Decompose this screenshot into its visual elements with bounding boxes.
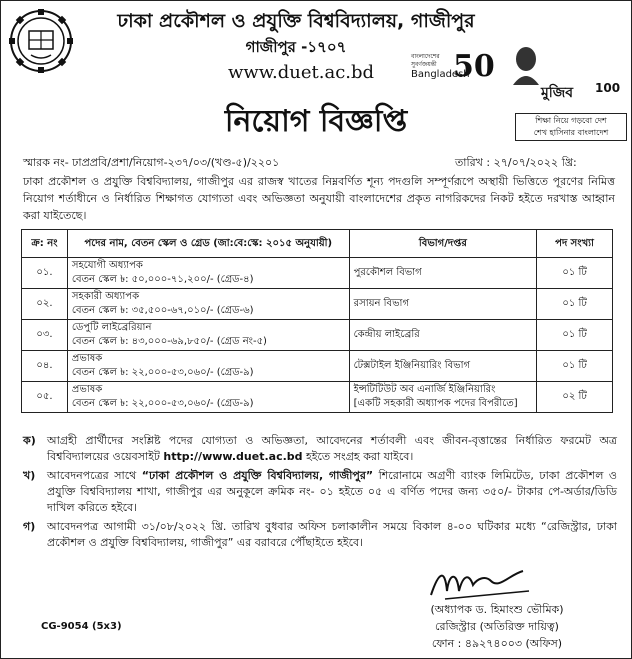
post-pay: বেতন স্কেল ৳: ৫০,০০০-৭১,২০০/- (গ্রেড-৪) xyxy=(71,274,254,285)
table-row xyxy=(22,289,613,320)
post-name: প্রভাষক xyxy=(71,353,103,364)
note-mark: খ) xyxy=(23,469,36,482)
university-logo xyxy=(9,9,73,73)
portrait-icon xyxy=(511,45,541,85)
row-count: ০১ টি xyxy=(537,289,613,320)
signer-name: (অধ্যাপক ড. হিমাংশু ভৌমিক) xyxy=(430,603,564,616)
note-mark: ক) xyxy=(23,434,36,447)
post-name: প্রভাষক xyxy=(71,384,103,395)
note-mark: গ) xyxy=(23,520,36,533)
row-dept: পুরকৌশল বিভাগ xyxy=(349,258,537,289)
row-sl: ০৩. xyxy=(22,320,68,351)
jubilee-word: Bangladesh xyxy=(411,69,470,80)
note-item xyxy=(21,468,617,516)
row-dept: টেক্সটাইল ইঞ্জিনিয়ারিং বিভাগ xyxy=(349,351,537,382)
header-count: পদ সংখ্যা xyxy=(537,230,613,258)
post-pay: বেতন স্কেল ৳: ৪৩,০০০-৬৯,৮৫০/- (গ্রেড নং-৫) xyxy=(71,336,267,347)
row-sl: ০১. xyxy=(22,258,68,289)
dept-name: ইন্সটিটিউট অব এনার্জি ইঞ্জিনিয়ারিং xyxy=(353,384,496,395)
notice-title: নিয়োগ বিজ্ঞপ্তি xyxy=(224,104,408,139)
slogan-line2: শেখ হাসিনার বাংলাদেশ xyxy=(533,128,609,137)
table-row xyxy=(22,320,613,351)
website-link[interactable]: http://www.duet.ac.bd xyxy=(163,450,303,463)
header xyxy=(1,1,632,101)
table-row xyxy=(22,382,613,413)
signature xyxy=(425,561,535,605)
advertisement-code: CG-9054 (5x3) xyxy=(41,621,122,632)
note-item xyxy=(21,519,617,551)
university-website: www.duet.ac.bd xyxy=(227,62,375,83)
note-bold-text: “ঢাকা প্রকৌশল ও প্রযুক্তি বিশ্ববিদ্যালয়, গাজীপুর” xyxy=(141,469,374,482)
slogan-line1: শিক্ষা নিয়ে গড়বো দেশ xyxy=(535,116,607,125)
signer-title: রেজিস্ট্রার (অতিরিক্ত দায়িত্ব) xyxy=(435,620,559,633)
signer-block xyxy=(397,601,597,652)
table-row xyxy=(22,351,613,382)
header-sl: ক্র: নং xyxy=(22,230,68,258)
jubilee-number: 50 xyxy=(453,49,495,84)
note-text-a: আগ্রহী প্রার্থীদের সংশ্লিষ্ট পদের যোগ্যতা ও অভিজ্ঞতা, আবেদনের শর্তাবলী এবং জীবন-বৃত্তান্তের নির্ধারিত ফরমেট অত্র বিশ্ববিদ্যালয়ের ওয়েবসাইট xyxy=(47,434,617,463)
jubilee-small-text: বাংলাদেশের সুবর্ণজয়ন্তী xyxy=(411,53,440,68)
university-city: গাজীপুর -১৭০৭ xyxy=(245,38,347,56)
row-post xyxy=(67,351,349,382)
mujib-borsho-logo xyxy=(511,45,627,107)
university-name: ঢাকা প্রকৌশল ও প্রযুক্তি বিশ্ববিদ্যালয়, গাজীপুর xyxy=(117,10,475,32)
dept-note: [একটি সহকারী অধ্যাপক পদের বিপরীতে] xyxy=(353,398,518,409)
post-name: সহযোগী অধ্যাপক xyxy=(71,260,143,271)
post-name: ডেপুটি লাইব্রেরিয়ান xyxy=(71,322,152,333)
golden-jubilee-logo xyxy=(411,47,497,95)
row-sl: ০৫. xyxy=(22,382,68,413)
post-pay: বেতন স্কেল ৳: ৩৫,৫০০-৬৭,০১০/- (গ্রেড-৬) xyxy=(71,305,254,316)
row-post xyxy=(67,320,349,351)
note-text-b: হইতে সংগ্রহ করা যাইবে। xyxy=(306,450,414,463)
memo-number: স্মারক নং- ঢাপ্রপ্রবি/প্রশা/নিয়োগ-২৩৭/০৩/(খণ্ড-৫)/২২০১ xyxy=(23,156,280,169)
mujib-word: মুজিব xyxy=(541,85,574,101)
notes-list xyxy=(21,433,617,554)
row-post xyxy=(67,289,349,320)
intro-paragraph: ঢাকা প্রকৌশল ও প্রযুক্তি বিশ্ববিদ্যালয়, গাজীপুর এর রাজস্ব খাতের নিম্নবর্ণিত শূন্য পদগুলি সম্পূর্ণরূপে অস্থায়ী ভিত্তিতে পূরণের নিমিত্ত নিয়োগ শর্তাধীনে ও নির্ধারিত শিক্ষাগত যোগ্যতা এবং অভিজ্ঞতা অনুযায়ী বাংলাদেশের প্রকৃত নাগরিকদের নিকট হইতে দরখাস্ত আহ্বান করা যাইতেছে। xyxy=(23,175,615,222)
note-text-a: আবেদনপত্রের সাথে xyxy=(47,469,137,482)
note-item xyxy=(21,433,617,465)
header-dept: বিভাগ/দপ্তর xyxy=(349,230,537,258)
row-count: ০২ টি xyxy=(537,382,613,413)
notice-date: তারিখ : ২৭/০৭/২০২২ খ্রি: xyxy=(455,156,577,169)
row-post xyxy=(67,258,349,289)
row-dept xyxy=(349,382,537,413)
table-header-row xyxy=(22,230,613,258)
row-count: ০১ টি xyxy=(537,320,613,351)
header-post: পদের নাম, বেতন স্কেল ও গ্রেড (জা:বে:স্কে: ২০১৫ অনুযায়ী) xyxy=(67,230,349,258)
note-text-b: শিরোনামে অগ্রণী ব্যাংক লিমিটেড, ঢাকা প্রকৌশল ও প্রযুক্তি বিশ্ববিদ্যালয় শাখা, গাজীপুর এর অনুকূলে ক্রমিক নং- ০১ হইতে ০৫ এ বর্ণিত পদের জন্য ৩৫০/- টাকার পে-অর্ডার/ডিডি দাখিল করিতে হইবে। xyxy=(47,469,617,514)
note-text-a: আবেদনপত্র আগামী ৩১/০৮/২০২২ খ্রি. তারিখ বুধবার অফিস চলাকালীন সময়ে বিকাল ৪-০০ ঘটিকার মধ্যে “রেজিস্ট্রার, ঢাকা প্রকৌশল ও প্রযুক্তি বিশ্ববিদ্যালয়, গাজীপুর” এর বরাবরে পৌঁছাইতে হইবে। xyxy=(47,520,617,549)
row-dept: রসায়ন বিভাগ xyxy=(349,289,537,320)
mujib-100: 100 xyxy=(595,81,621,95)
signer-phone: ফোন : ৪৯২৭৪০০৩ (অফিস) xyxy=(431,637,563,650)
row-dept: কেন্দ্রীয় লাইব্রেরি xyxy=(349,320,537,351)
row-sl: ০৪. xyxy=(22,351,68,382)
post-name: সহকারী অধ্যাপক xyxy=(71,291,140,302)
row-count: ০১ টি xyxy=(537,258,613,289)
slogan-box xyxy=(515,113,627,141)
posts-table xyxy=(21,229,613,413)
table-row xyxy=(22,258,613,289)
row-post xyxy=(67,382,349,413)
post-pay: বেতন স্কেল ৳: ২২,০০০-৫৩,০৬০/- (গ্রেড-৯) xyxy=(71,398,254,409)
row-sl: ০২. xyxy=(22,289,68,320)
row-count: ০১ টি xyxy=(537,351,613,382)
post-pay: বেতন স্কেল ৳: ২২,০০০-৫৩,০৬০/- (গ্রেড-৯) xyxy=(71,367,254,378)
